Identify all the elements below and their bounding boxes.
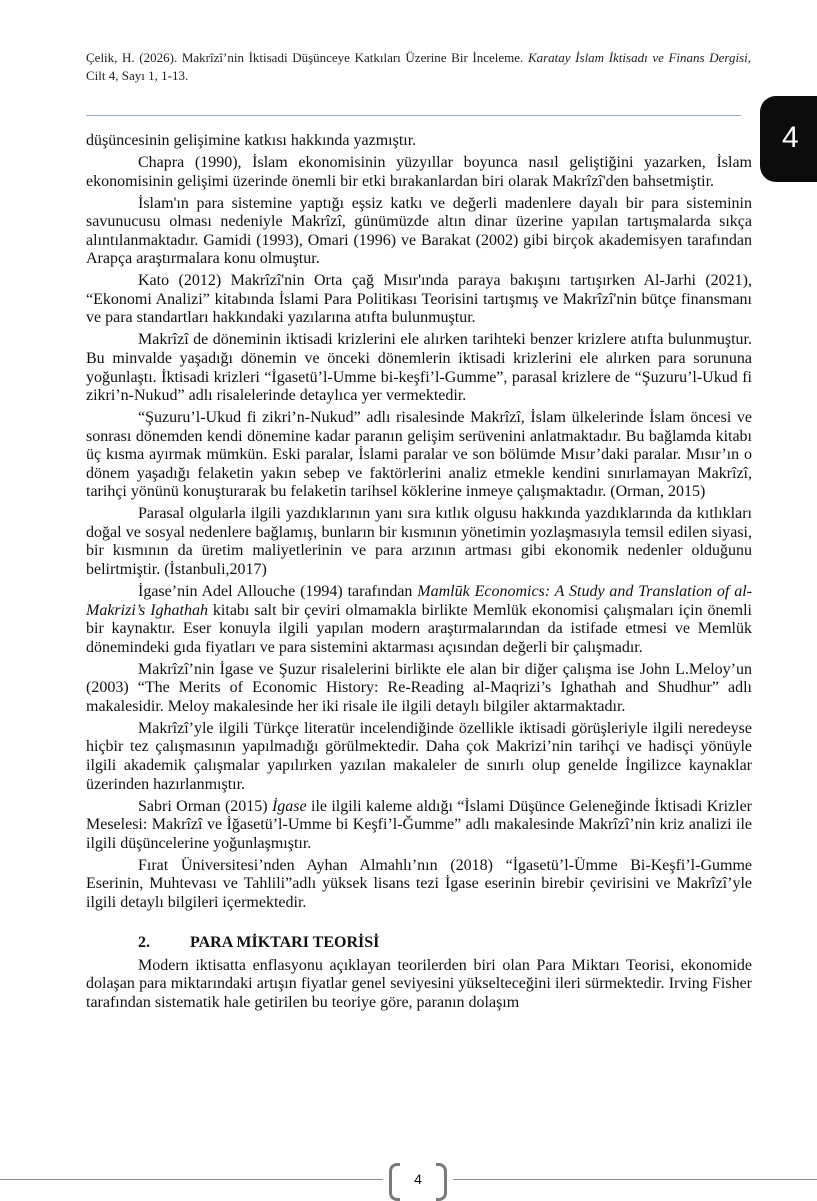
paragraph: Chapra (1990), İslam ekonomisinin yüzyıllar boyunca nasıl geliştiğini yazarken, İslam ekonomisinin gelişimi üzerinde önemli bir etki bırakanlardan biri olarak Makrîzî'den bahsetmiştir. (86, 154, 752, 190)
paragraph: Kato (2012) Makrîzî'nin Orta çağ Mısır'ında paraya bakışını tartışırken Al-Jarhi (2021), “Ekonomi Analizi” kitabında İslami Para Politikası Teorisini tartışmış ve Makrîzî'nin bütçe finansmanı ve para standartları hakkındaki yazılarına atıfta bulunmuştur. (86, 272, 752, 327)
paragraph: Makrîzî’yle ilgili Türkçe literatür incelendiğinde özellikle iktisadi görüşleriyle ilgili neredeyse hiçbir tez çalışmasının yapılmadığı görülmektedir. Daha çok Makrizi’nin tarihçi ve hadisçi yönüyle ilgili akademik çalışmalar yapılırken yazılan makaleler de sınırlı olup genelde İngilizce kaynaklar üzerinden hazırlanmıştır. (86, 719, 752, 793)
page-number-tab (760, 96, 817, 182)
section-title: PARA MİKTARI TEORİSİ (190, 934, 380, 952)
text-run: İgase’nin Adel Allouche (1994) tarafından (138, 583, 418, 601)
paragraph: İslam'ın para sistemine yaptığı eşsiz katkı ve değerli madenlere dayalı bir para sisteminin savunucusu olması nedeniyle Makrîzî, günümüzde altın dinar üzerine yapılan tartışmalarda sıkça alıntılanmaktadır. Gamidi (1993), Omari (1996) ve Barakat (2002) gibi birçok akademisyen tarafından Arapça araştırmalara konu olmuştur. (86, 194, 752, 268)
journal-name: Karatay İslam İktisadı ve Finans Dergisi (527, 50, 748, 65)
footer-rule-right (453, 1179, 817, 1180)
volume-info: , Cilt 4, Sayı 1, 1-13. (86, 50, 751, 83)
header-rule (86, 115, 741, 116)
paragraph: Makrîzî’nin İgase ve Şuzur risalelerini birlikte ele alan bir diğer çalışma ise John L.Meloy’un (2003) “The Merits of Economic History: Re-Reading al-Maqrizi’s Ighathah and Shudhur” adlı makalesidir. Meloy makalesinde her iki risale ile ilgili detaylı bilgiler aktarmaktadır. (86, 660, 752, 715)
running-header (86, 49, 751, 85)
paragraph: Parasal olgularla ilgili yazdıklarının yanı sıra kıtlık olgusu hakkında yazdıklarında da kıtlıkları doğal ve sosyal nedenlere bağlamış, bunların bir kısmının yönetimin yozlaşmasıyla temsil edilen siyasi, bir kısmının da üretim maliyetlerinin ve para arzının artması gibi ekonomik nedenler olduğunu belirtmiştir. (İstanbuli,2017) (86, 505, 752, 579)
paragraph: Fırat Üniversitesi’nden Ayhan Almahlı’nın (2018) “İgasetü’l-Ümme Bi-Keşfi’l-Gumme Eserinin, Muhtevası ve Tahlili”adlı yüksek lisans tezi İgase eserinin birebir çevirisini ve Makrîzî’yle ilgili detaylı bilgileri içermektedir. (86, 856, 752, 911)
book-title: İgase (271, 797, 307, 815)
text-run: Sabri Orman (2015) (138, 797, 272, 815)
footer-page-number (389, 1163, 447, 1197)
body-text (86, 132, 752, 1016)
paragraph: “Şuzuru’l-Ukud fi zikri’n-Nukud” adlı risalesinde Makrîzî, İslam ülkelerinde İslam öncesi ve sonrası dönemden kendi dönemine kadar paranın gelişim serüvenini anlatmaktadır. Bu bağlamda kitabı üç kısma ayırmak mümkün. Eski paralar, İslami paralar ve son bölümde Mısır’daki paralar. Mısır’ın o dönem yaşadığı felaketin yakın sebep ve faktörlerini analiz etmekle kendini sınırlamayan Makrîzî, tarihçi yönünü konuşturarak bu felaketin tarihsel köklerine inmeye çalışmaktadır. (Orman, 2015) (86, 409, 752, 501)
book-title: Mamlūk Economics: A Study and Translation of al-Makrizi’s Ighathah (86, 583, 752, 619)
section-heading (86, 934, 752, 953)
paragraph: düşüncesinin gelişimine katkısı hakkında yazmıştır. (86, 132, 417, 149)
paragraph-igase (86, 583, 752, 657)
text-run: ile ilgili kaleme aldığı “İslami Düşünce Geleneğinde İktisadi Krizler Meselesi: Makrîzî ve İğasetü’l-Umme bi Keşfi’l-Ğumme” adlı makalesinde Makrîzî’nin kriz analizi ile ilgili düşüncelerine yoğunlaşmıştır. (86, 797, 753, 852)
citation-text: Çelik, H. (2026). Makrîzî’nin İktisadi Düşünceye Katkıları Üzerine Bir İnceleme. (86, 50, 524, 65)
footer-rule-left (0, 1179, 383, 1180)
paragraph: Makrîzî de döneminin iktisadi krizlerini ele alırken tarihteki benzer krizlere atıfta bulunmuştur. Bu minvalde yaşadığı dönemin ve önceki dönemlerin iktisadi krizlerini ele alırken para sorununa yoğunlaştı. İktisadi krizleri “İgasetü’l-Umme bi-keşfi’l-Gumme”, parasal krizlere de “Şuzuru’l-Ukud fi zikri’n-Nukud” adlı risalelerinde detaylıca yer vermektedir. (86, 331, 752, 405)
section-number: 2. (138, 934, 150, 952)
paragraph: Modern iktisatta enflasyonu açıklayan teorilerden biri olan Para Miktarı Teorisi, ekonomide dolaşan para miktarındaki artışın fiyatlar genel seviyesini yükselteceğini ileri sürmektedir. Irving Fisher tarafından sistematik hale getirilen bu teoriye göre, paranın dolaşım (86, 956, 752, 1012)
page-tab-number: 4 (782, 121, 799, 154)
footer-page-label: 4 (414, 1171, 422, 1187)
paragraph-orman (86, 798, 752, 854)
text-run: kitabı salt bir çeviri olmamakla birlikte Memlük ekonomisi çalışmaları için önemli bir kaynaktır. Eser konuyla ilgili yapılan modern araştırmalarından da istifade etmesi ve Memlük dönemindeki gıda fiyatları ve para sistemini aktarması açısından değerli bir çalışmadır. (86, 601, 752, 656)
